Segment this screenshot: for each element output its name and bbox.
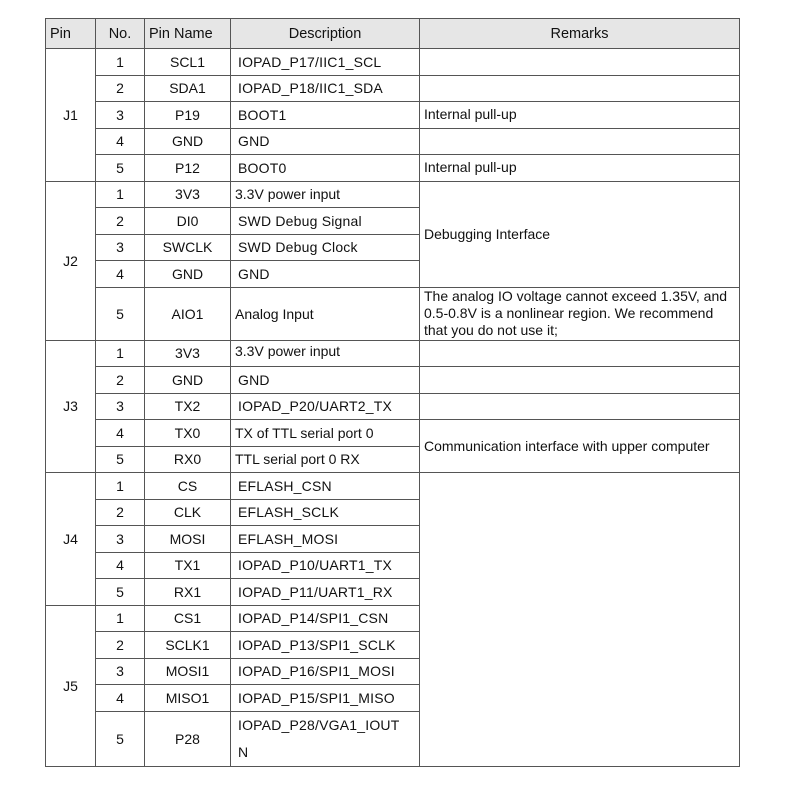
pin-name: CS <box>145 473 231 500</box>
pin-remark: The analog IO voltage cannot exceed 1.35V, and 0.5-0.8V is a nonlinear region. We recommend that you do not use it; <box>420 287 740 340</box>
connector-label: J1 <box>46 49 96 182</box>
pin-number: 4 <box>96 261 145 288</box>
connector-label: J3 <box>46 340 96 473</box>
pin-remark: Internal pull-up <box>420 102 740 129</box>
pin-name: 3V3 <box>145 340 231 367</box>
header-pin: Pin <box>46 19 96 49</box>
pin-number: 1 <box>96 473 145 500</box>
header-row <box>46 19 740 49</box>
pin-number: 5 <box>96 579 145 606</box>
empty-remark <box>420 473 740 767</box>
pin-number: 5 <box>96 155 145 182</box>
pin-description: BOOT1 <box>231 102 420 129</box>
group-remark: Communication interface with upper computer <box>420 420 740 473</box>
pin-number: 4 <box>96 420 145 447</box>
pin-description: EFLASH_CSN <box>231 473 420 500</box>
pin-remark <box>420 340 740 367</box>
table-row <box>46 420 740 447</box>
pin-name: SWCLK <box>145 234 231 261</box>
pin-number: 3 <box>96 234 145 261</box>
pin-name: 3V3 <box>145 181 231 208</box>
pin-description: IOPAD_P17/IIC1_SCL <box>231 49 420 76</box>
pin-number: 3 <box>96 102 145 129</box>
pin-number: 1 <box>96 605 145 632</box>
pin-name: DI0 <box>145 208 231 235</box>
pin-name: AIO1 <box>145 287 231 340</box>
pin-name: P12 <box>145 155 231 182</box>
pin-description: SWD Debug Signal <box>231 208 420 235</box>
pin-number: 1 <box>96 340 145 367</box>
pin-description: TTL serial port 0 RX <box>231 446 420 473</box>
pin-name: TX1 <box>145 552 231 579</box>
table-row <box>46 49 740 76</box>
pin-table <box>45 18 740 767</box>
pin-name: MISO1 <box>145 685 231 712</box>
connector-label: J5 <box>46 605 96 766</box>
pin-number: 3 <box>96 526 145 553</box>
pin-description: GND <box>231 367 420 394</box>
pin-description: IOPAD_P20/UART2_TX <box>231 393 420 420</box>
pin-name: GND <box>145 261 231 288</box>
pin-number: 1 <box>96 49 145 76</box>
pin-name: P28 <box>145 711 231 766</box>
pin-remark <box>420 128 740 155</box>
table-row <box>46 393 740 420</box>
pin-name: CLK <box>145 499 231 526</box>
pin-description <box>231 711 420 766</box>
pin-remark <box>420 367 740 394</box>
pin-number: 2 <box>96 367 145 394</box>
pin-number: 4 <box>96 552 145 579</box>
table-row <box>46 181 740 208</box>
pin-description: EFLASH_SCLK <box>231 499 420 526</box>
pin-description: Analog Input <box>231 287 420 340</box>
pin-name: MOSI <box>145 526 231 553</box>
pin-name: TX2 <box>145 393 231 420</box>
pin-number: 2 <box>96 208 145 235</box>
pin-description: TX of TTL serial port 0 <box>231 420 420 447</box>
pin-name: RX0 <box>145 446 231 473</box>
pin-description: SWD Debug Clock <box>231 234 420 261</box>
pin-remark <box>420 49 740 76</box>
pin-name: TX0 <box>145 420 231 447</box>
pin-number: 4 <box>96 128 145 155</box>
pin-description: IOPAD_P10/UART1_TX <box>231 552 420 579</box>
pin-number: 3 <box>96 393 145 420</box>
table-row <box>46 367 740 394</box>
pin-description: EFLASH_MOSI <box>231 526 420 553</box>
pin-description: 3.3V power input <box>231 340 420 367</box>
pin-name: SCL1 <box>145 49 231 76</box>
pin-number: 2 <box>96 499 145 526</box>
table-row <box>46 155 740 182</box>
pin-remark <box>420 393 740 420</box>
pin-number: 2 <box>96 75 145 102</box>
group-remark: Debugging Interface <box>420 181 740 287</box>
table-row <box>46 102 740 129</box>
pin-description: BOOT0 <box>231 155 420 182</box>
pin-description: IOPAD_P11/UART1_RX <box>231 579 420 606</box>
pin-number: 5 <box>96 287 145 340</box>
connector-label: J2 <box>46 181 96 340</box>
pin-description: GND <box>231 128 420 155</box>
pin-name: MOSI1 <box>145 658 231 685</box>
pin-number: 2 <box>96 632 145 659</box>
pin-description: IOPAD_P15/SPI1_MISO <box>231 685 420 712</box>
pin-description: IOPAD_P18/IIC1_SDA <box>231 75 420 102</box>
table-row <box>46 75 740 102</box>
pin-number: 3 <box>96 658 145 685</box>
pin-description-line2: N <box>238 743 249 760</box>
pin-description: 3.3V power input <box>231 181 420 208</box>
pin-name: P19 <box>145 102 231 129</box>
table-row <box>46 128 740 155</box>
header-pin-name: Pin Name <box>145 19 231 49</box>
header-no: No. <box>96 19 145 49</box>
pin-description: IOPAD_P13/SPI1_SCLK <box>231 632 420 659</box>
pin-description: IOPAD_P16/SPI1_MOSI <box>231 658 420 685</box>
table-row <box>46 473 740 500</box>
pin-name: RX1 <box>145 579 231 606</box>
connector-label: J4 <box>46 473 96 606</box>
table-row <box>46 340 740 367</box>
pin-name: GND <box>145 128 231 155</box>
pin-name: GND <box>145 367 231 394</box>
pin-description: IOPAD_P14/SPI1_CSN <box>231 605 420 632</box>
pin-number: 5 <box>96 711 145 766</box>
pin-name: SDA1 <box>145 75 231 102</box>
pin-name: SCLK1 <box>145 632 231 659</box>
pin-number: 5 <box>96 446 145 473</box>
pin-remark: Internal pull-up <box>420 155 740 182</box>
pin-name: CS1 <box>145 605 231 632</box>
pin-number: 4 <box>96 685 145 712</box>
header-remarks: Remarks <box>420 19 740 49</box>
pin-description-line1: IOPAD_P28/VGA1_IOUT <box>238 716 400 733</box>
pin-number: 1 <box>96 181 145 208</box>
table-row <box>46 287 740 340</box>
pin-description: GND <box>231 261 420 288</box>
pin-remark <box>420 75 740 102</box>
header-description: Description <box>231 19 420 49</box>
